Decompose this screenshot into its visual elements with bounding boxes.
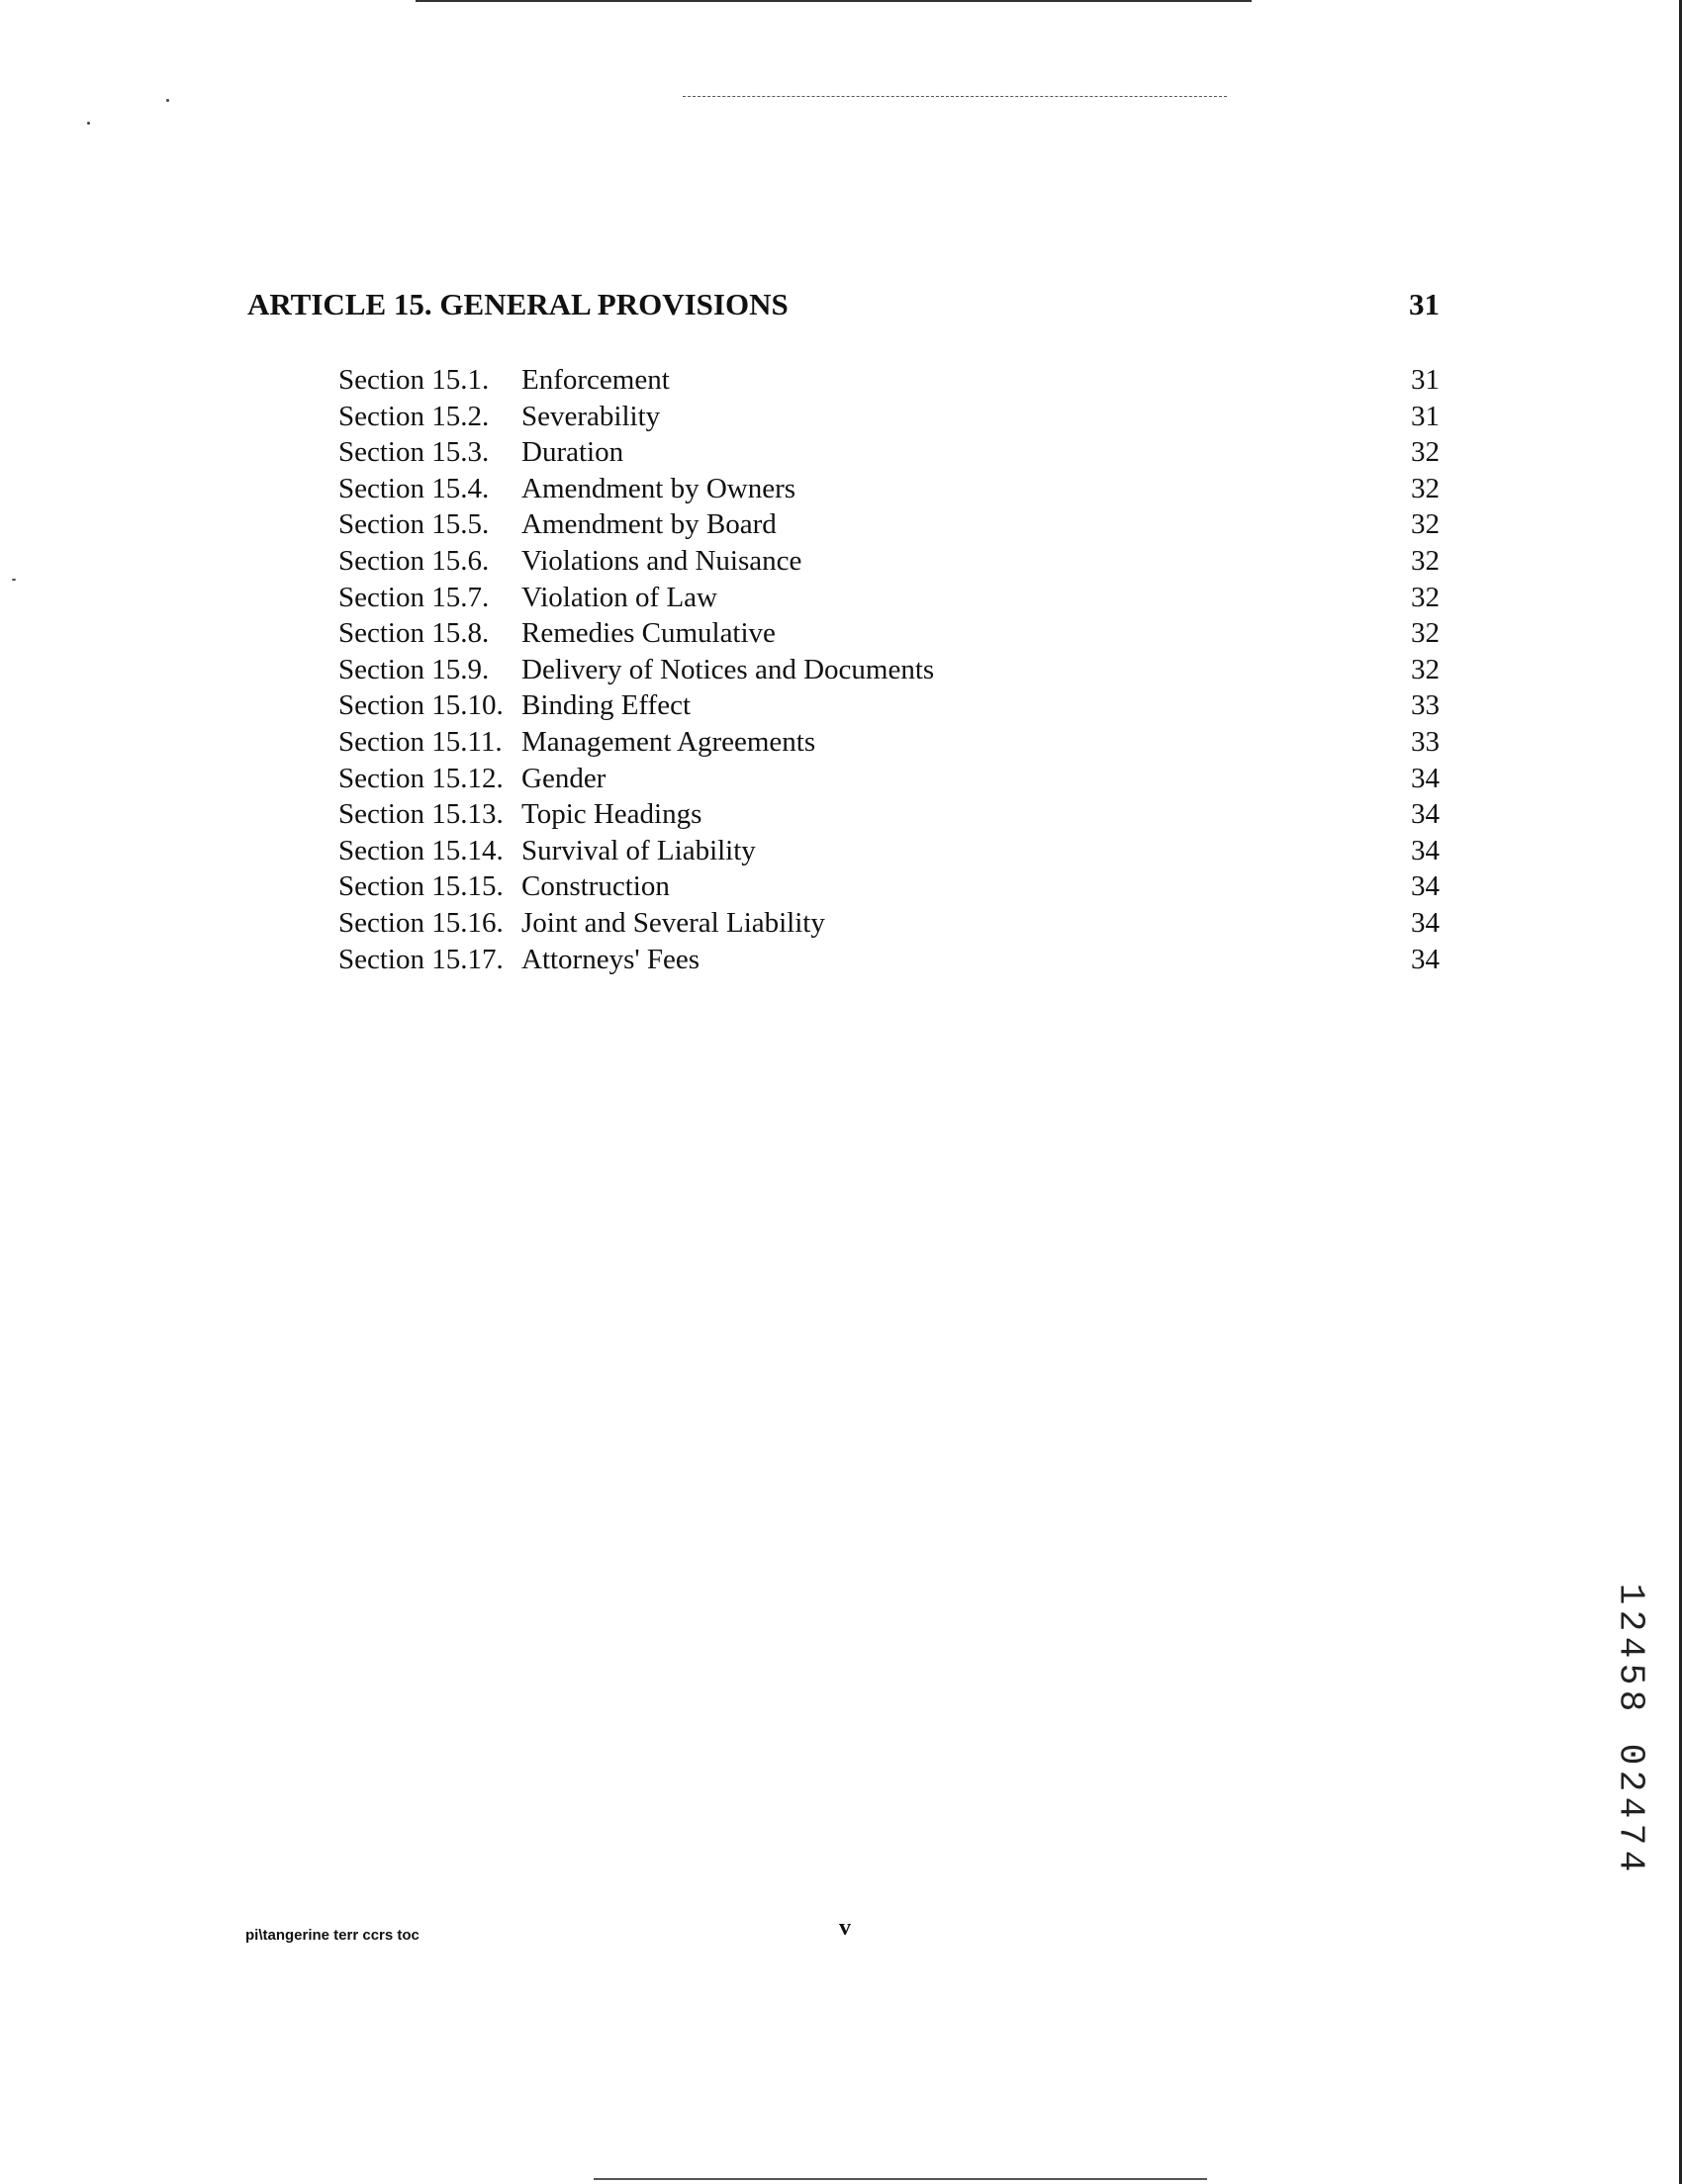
toc-row <box>338 652 1440 688</box>
toc-section-number: Section 15.3. <box>338 436 490 469</box>
toc-section-page: 33 <box>1411 689 1440 722</box>
toc-section-page: 32 <box>1411 653 1440 685</box>
toc-row <box>338 543 1440 580</box>
toc-section-title: Violations and Nuisance <box>521 544 802 577</box>
toc-row <box>338 833 1440 869</box>
scan-artifact-dot <box>87 122 90 125</box>
stamp-digit: 8 <box>1610 1689 1651 1712</box>
toc-section-page: 34 <box>1411 870 1440 903</box>
toc-row <box>338 362 1440 399</box>
toc-section-number: Section 15.6. <box>338 544 490 577</box>
scan-artifact-dot <box>12 579 16 581</box>
stamp-digit: 4 <box>1610 1636 1651 1659</box>
toc-section-number: Section 15.11. <box>338 725 503 758</box>
toc-section-title: Delivery of Notices and Documents <box>521 653 935 685</box>
toc-section-number: Section 15.17. <box>338 943 504 975</box>
toc-section-title: Severability <box>521 400 661 432</box>
stamp-digit: 5 <box>1610 1663 1651 1685</box>
stamp-digit: 2 <box>1610 1609 1651 1632</box>
toc-row <box>338 942 1440 978</box>
toc-section-page: 34 <box>1411 798 1440 831</box>
toc-section-number: Section 15.7. <box>338 581 490 613</box>
toc-section-number: Section 15.8. <box>338 617 490 650</box>
toc-section-title: Duration <box>521 436 624 469</box>
toc-section-title: Violation of Law <box>521 581 717 613</box>
toc-row <box>338 905 1440 942</box>
stamp-digit: 1 <box>1610 1583 1651 1605</box>
toc-section-page: 31 <box>1411 364 1440 396</box>
toc-section-title: Amendment by Board <box>521 508 777 541</box>
recording-stamp <box>1609 1581 1652 1874</box>
toc-section-number: Section 15.9. <box>338 653 490 685</box>
toc-row <box>338 868 1440 905</box>
article-page: 31 <box>1409 287 1440 321</box>
article-title: ARTICLE 15. GENERAL PROVISIONS <box>247 287 789 321</box>
toc-section-page: 34 <box>1411 906 1440 939</box>
footer-file-reference: pi\tangerine terr ccrs toc <box>245 1927 420 1944</box>
stamp-digit: 0 <box>1610 1743 1651 1766</box>
toc-section-number: Section 15.12. <box>338 762 504 794</box>
toc-section-page: 34 <box>1411 834 1440 866</box>
toc-section-page: 32 <box>1411 581 1440 613</box>
toc-row <box>338 580 1440 616</box>
toc-section-page: 31 <box>1411 400 1440 432</box>
toc-section-number: Section 15.1. <box>338 364 490 396</box>
toc-section-title: Topic Headings <box>521 798 702 831</box>
stamp-digit: 4 <box>1610 1850 1651 1872</box>
toc-section-page: 33 <box>1411 725 1440 758</box>
toc-row <box>338 761 1440 797</box>
toc-section-number: Section 15.13. <box>338 798 504 831</box>
toc-section-number: Section 15.2. <box>338 400 490 432</box>
stamp-digit: 4 <box>1610 1796 1651 1819</box>
toc-section-number: Section 15.15. <box>338 870 504 903</box>
toc-row <box>338 506 1440 543</box>
toc-section-title: Binding Effect <box>521 689 692 722</box>
stamp-digit: 2 <box>1610 1770 1651 1792</box>
toc-section-title: Remedies Cumulative <box>521 617 776 650</box>
toc-section-title: Gender <box>521 762 607 794</box>
toc-section-page: 32 <box>1411 617 1440 650</box>
toc-section-page: 32 <box>1411 544 1440 577</box>
toc-list <box>338 362 1440 977</box>
toc-section-number: Section 15.14. <box>338 834 504 866</box>
toc-section-title: Attorneys' Fees <box>521 943 701 975</box>
toc-section-page: 34 <box>1411 943 1440 975</box>
toc-row <box>338 434 1440 471</box>
toc-section-number: Section 15.4. <box>338 472 490 504</box>
toc-section-number: Section 15.5. <box>338 508 490 541</box>
toc-section-page: 32 <box>1411 508 1440 541</box>
toc-row <box>338 687 1440 724</box>
stamp-digit: 7 <box>1610 1823 1651 1846</box>
toc-section-title: Survival of Liability <box>521 834 756 866</box>
toc-section-title: Management Agreements <box>521 725 816 758</box>
scan-artifact-bottom-edge <box>594 2178 1207 2180</box>
scan-artifact-top-line <box>416 0 1252 2</box>
scan-artifact-dot <box>166 99 169 102</box>
toc-row <box>338 399 1440 435</box>
toc-row <box>338 724 1440 761</box>
toc-section-page: 32 <box>1411 436 1440 469</box>
toc-section-title: Enforcement <box>521 364 670 396</box>
toc-row <box>338 796 1440 833</box>
toc-row <box>338 471 1440 507</box>
toc-section-title: Amendment by Owners <box>521 472 796 504</box>
toc-section-page: 34 <box>1411 762 1440 794</box>
toc-section-number: Section 15.16. <box>338 906 504 939</box>
toc-section-number: Section 15.10. <box>338 689 504 722</box>
toc-section-title: Construction <box>521 870 670 903</box>
toc-section-page: 32 <box>1411 472 1440 504</box>
toc-row <box>338 615 1440 652</box>
article-heading <box>247 287 1440 322</box>
scan-artifact-header-dashes <box>683 96 1227 97</box>
footer-page-number: v <box>839 1915 851 1941</box>
toc-section-title: Joint and Several Liability <box>521 906 825 939</box>
